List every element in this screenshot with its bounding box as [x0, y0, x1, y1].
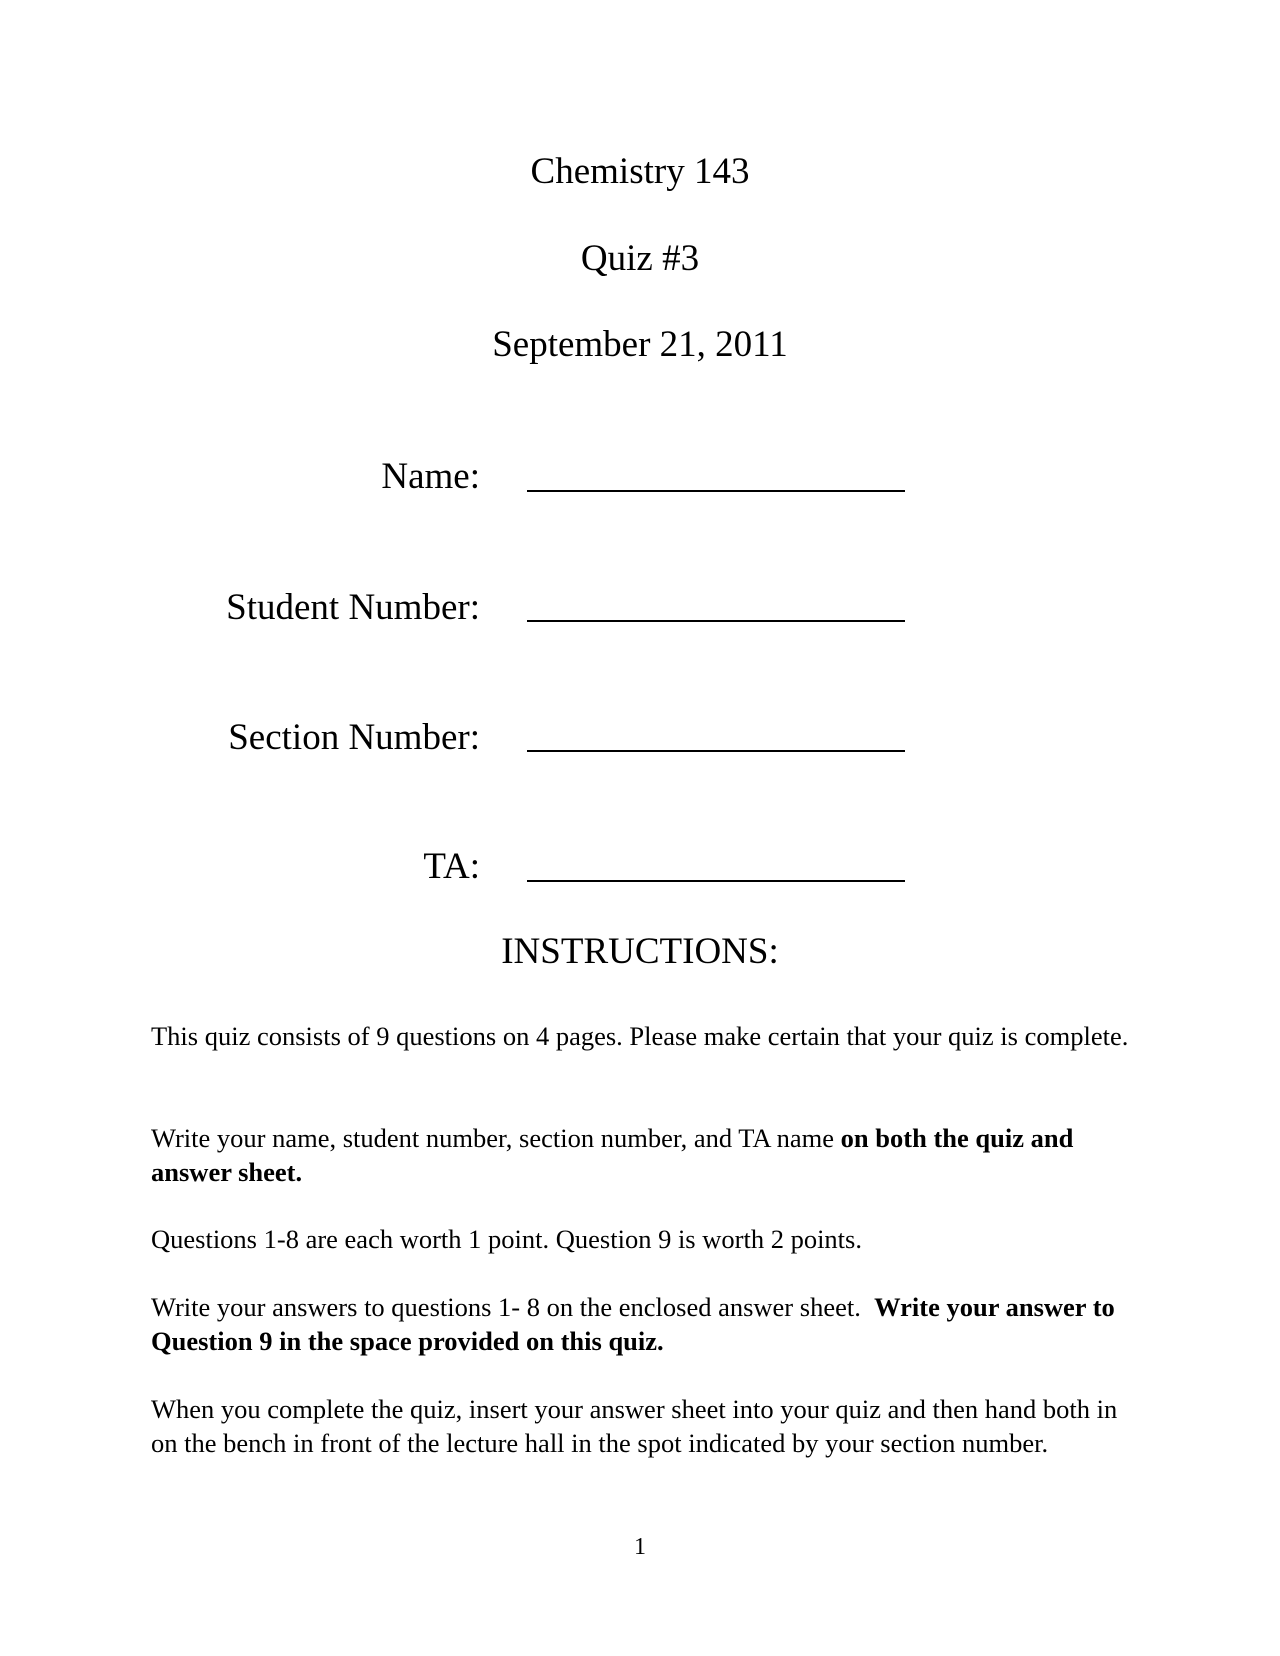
- quiz-title: Quiz #3: [580, 238, 700, 279]
- instruction-paragraph-5: When you complete the quiz, insert your answer sheet into your quiz and then hand both in on the bench in front of the lecture hall in the spot indicated by your section number.: [151, 1394, 1118, 1458]
- instructions-heading: INSTRUCTIONS:: [501, 931, 779, 972]
- instruction-paragraph-2-text: Write your name, student number, section number, and TA name: [151, 1123, 841, 1153]
- instruction-paragraph-4-emphasis: Write your answer to Question 9 in the space provided on this quiz.: [151, 1292, 1115, 1356]
- instruction-paragraph-3: Questions 1-8 are each worth 1 point. Question 9 is worth 2 points.: [151, 1224, 862, 1254]
- student-number-blank-line: [527, 620, 905, 622]
- ta-label: TA:: [423, 846, 480, 887]
- instruction-paragraph-1: This quiz consists of 9 questions on 4 pages. Please make certain that your quiz is complete.: [151, 1021, 1129, 1051]
- instruction-paragraph-2: [151, 1121, 1141, 1189]
- section-number-blank-line: [527, 750, 905, 752]
- quiz-date: September 21, 2011: [492, 324, 788, 365]
- student-number-label: Student Number:: [226, 587, 480, 628]
- course-title: Chemistry 143: [530, 151, 750, 192]
- instruction-paragraph-4: [151, 1290, 1141, 1358]
- name-blank-line: [527, 490, 905, 492]
- ta-blank-line: [527, 880, 905, 882]
- page-number: 1: [634, 1534, 646, 1560]
- instruction-paragraph-4-text: Write your answers to questions 1- 8 on the enclosed answer sheet.: [151, 1292, 875, 1322]
- name-label: Name:: [381, 456, 480, 497]
- instruction-paragraph-2-emphasis: on both the quiz and answer sheet.: [151, 1123, 1074, 1187]
- section-number-label: Section Number:: [228, 717, 480, 758]
